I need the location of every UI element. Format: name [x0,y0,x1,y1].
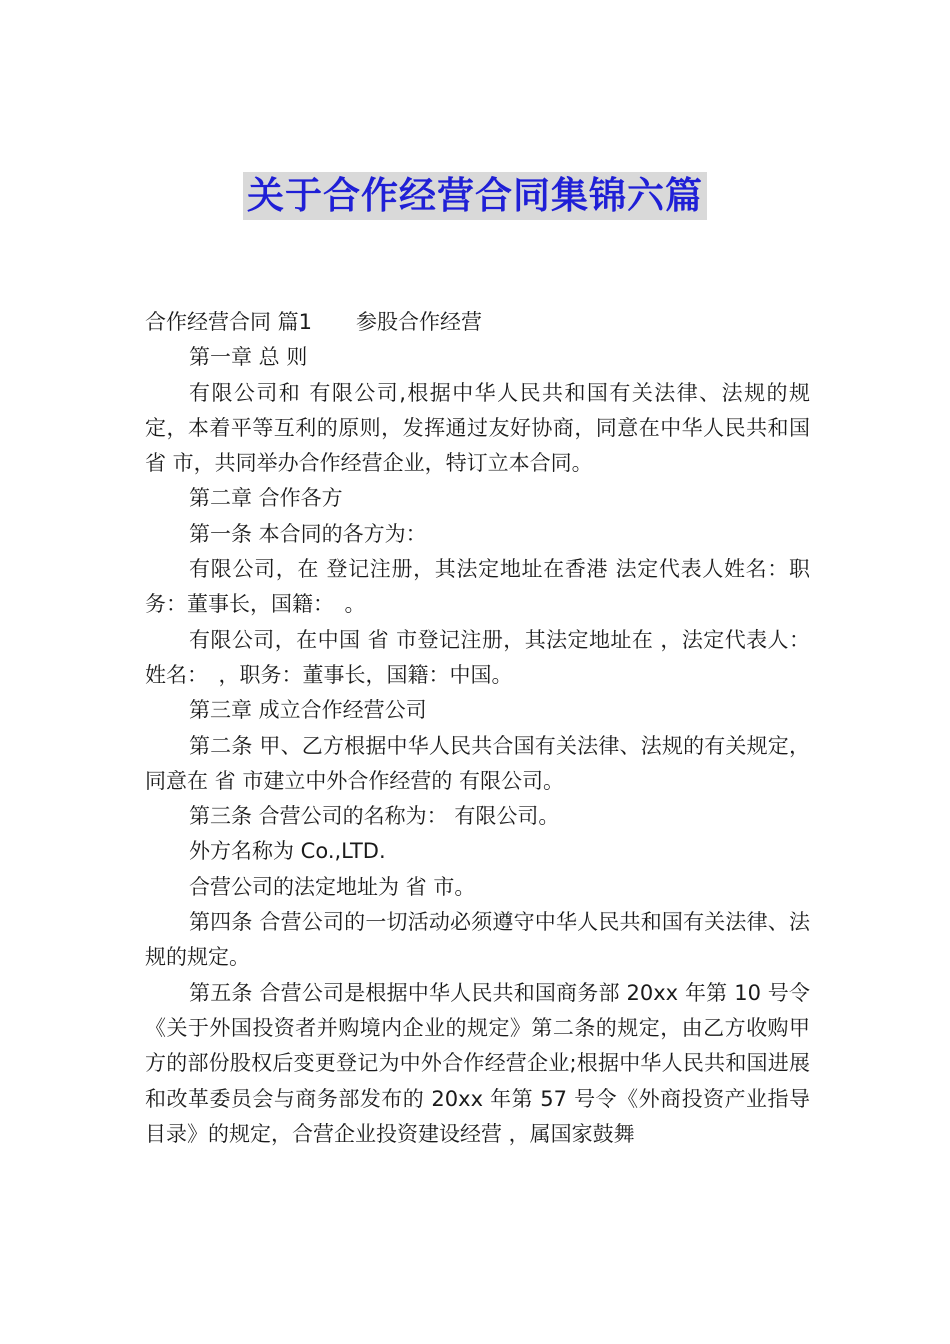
chapter-2-heading: 第二章 合作各方 [189,486,343,511]
article-3: 第三条 合营公司的名称为： 有限公司。 [189,804,560,829]
chapter-1-heading: 第一章 总 则 [189,345,308,370]
document-body [145,305,810,1152]
article-1: 第一条 本合同的各方为： [189,521,427,546]
document-title: 关于合作经营合同集锦六篇 [243,172,707,220]
paragraph: 外方名称为 Co.,LTD. [189,839,386,864]
paragraph: 有限公司，在 登记注册，其法定地址在香港 法定代表人姓名：职务：董事长，国籍： 。 [145,557,810,617]
chapter-3-heading: 第三章 成立合作经营公司 [189,698,427,723]
section-subtitle: 参股合作经营 [356,310,483,334]
article-2: 第二条 甲、乙方根据中华人民共合国有关法律、法规的有关规定，同意在 省 市建立中外合作经营的 有限公司。 [145,733,810,793]
section-heading: 合作经营合同 篇1 [145,310,313,334]
article-5: 第五条 合营公司是根据中华人民共和国商务部 20xx 年第 10 号令《关于外国投资者并购境内企业的规定》第二条的规定，由乙方收购甲方的部份股权后变更登记为中外合作经营企业;根据中华人民共和国进展和改革委员会与商务部发布的 20xx 年第 57 号令《外商投资产业指导目录》的规定，合营企业投资建设经营 ，属国家鼓舞 [145,980,810,1146]
article-4: 第四条 合营公司的一切活动必须遵守中华人民共和国有关法律、法规的规定。 [145,910,810,970]
paragraph: 有限公司和 有限公司,根据中华人民共和国有关法律、法规的规定，本着平等互利的原则，发挥通过友好协商，同意在中华人民共和国 省 市，共同举办合作经营企业，特订立本合同。 [145,380,810,476]
paragraph: 有限公司，在中国 省 市登记注册，其法定地址在 ，法定代表人：姓名： ，职务：董事长，国籍：中国。 [145,627,810,687]
paragraph: 合营公司的法定地址为 省 市。 [189,874,476,899]
title-container [0,172,950,220]
section-heading-line [145,305,810,340]
